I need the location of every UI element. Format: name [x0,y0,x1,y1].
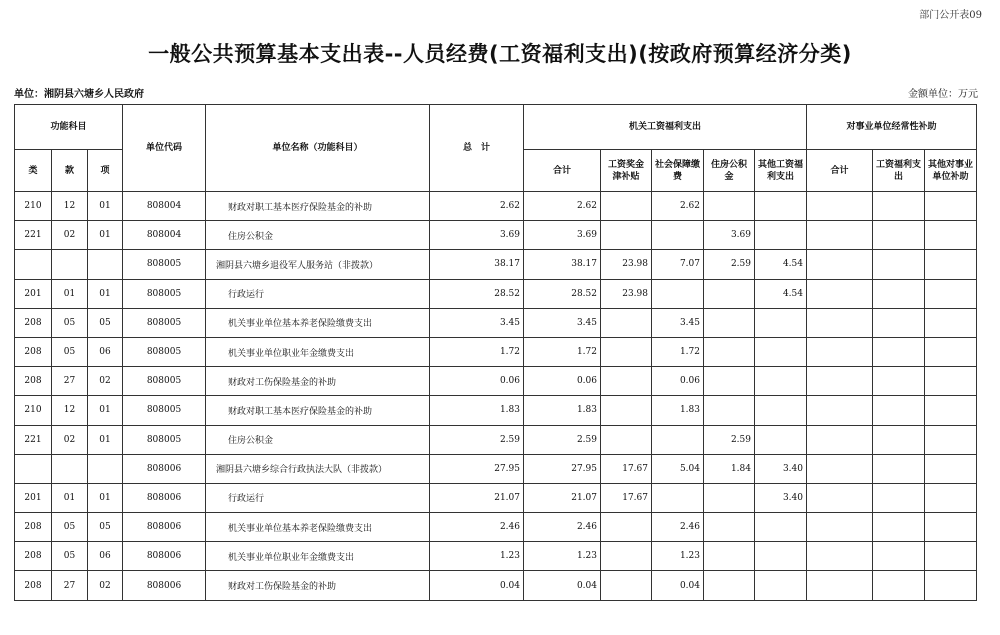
cell-org-sum: 27.95 [524,454,601,483]
cell-wage: 23.98 [601,250,652,279]
cell-biz-sum [807,337,873,366]
cell-biz-other [925,454,977,483]
cell-kuan: 01 [52,483,88,512]
cell-unit-name: 行政运行 [206,483,430,512]
cell-social: 5.04 [652,454,704,483]
cell-kuan: 02 [52,221,88,250]
cell-kuan: 05 [52,308,88,337]
table-row [15,279,977,308]
cell-wage [601,308,652,337]
cell-kuan: 01 [52,279,88,308]
cell-org-sum: 28.52 [524,279,601,308]
cell-biz-other [925,279,977,308]
cell-lei: 210 [15,192,52,221]
cell-xiang: 01 [88,221,123,250]
cell-biz-wage [873,308,925,337]
cell-biz-other [925,367,977,396]
cell-biz-other [925,483,977,512]
cell-unit-code: 808005 [123,367,206,396]
cell-unit-name: 财政对工伤保险基金的补助 [206,571,430,600]
cell-biz-other [925,425,977,454]
page-title: 一般公共预算基本支出表--人员经费(工资福利支出)(按政府预算经济分类) [148,42,852,66]
cell-housing [704,192,755,221]
table-body [15,192,977,601]
cell-housing [704,396,755,425]
table-row [15,513,977,542]
cell-unit-name: 住房公积金 [206,425,430,454]
table-row [15,221,977,250]
cell-org-sum: 1.23 [524,542,601,571]
cell-org-sum: 2.46 [524,513,601,542]
header-housing: 住房公积金 [704,150,755,192]
cell-biz-sum [807,483,873,512]
cell-wage [601,542,652,571]
cell-unit-code: 808006 [123,571,206,600]
cell-housing: 2.59 [704,425,755,454]
cell-xiang: 05 [88,513,123,542]
cell-lei: 208 [15,337,52,366]
cell-social [652,483,704,512]
header-org-group: 机关工资福利支出 [524,105,807,150]
header-unit-code: 单位代码 [123,105,206,192]
cell-housing [704,513,755,542]
cell-social: 0.04 [652,571,704,600]
cell-total: 0.04 [430,571,524,600]
header-org-sum: 合计 [524,150,601,192]
cell-lei: 221 [15,221,52,250]
cell-housing [704,308,755,337]
cell-total: 2.62 [430,192,524,221]
cell-lei: 208 [15,513,52,542]
cell-unit-code: 808006 [123,542,206,571]
cell-lei: 201 [15,279,52,308]
cell-total: 2.46 [430,513,524,542]
cell-biz-wage [873,250,925,279]
cell-biz-wage [873,279,925,308]
cell-other-wage [755,425,807,454]
header-biz-wage: 工资福利支出 [873,150,925,192]
header-total: 总 计 [430,105,524,192]
cell-biz-wage [873,454,925,483]
cell-xiang: 05 [88,308,123,337]
cell-other-wage: 3.40 [755,483,807,512]
cell-kuan: 02 [52,425,88,454]
cell-unit-name: 住房公积金 [206,221,430,250]
cell-unit-code: 808006 [123,483,206,512]
table-row [15,367,977,396]
cell-total: 3.69 [430,221,524,250]
table-row [15,483,977,512]
cell-biz-sum [807,221,873,250]
header-lei: 类 [15,150,52,192]
cell-housing: 2.59 [704,250,755,279]
cell-other-wage: 3.40 [755,454,807,483]
cell-xiang: 02 [88,367,123,396]
cell-other-wage [755,396,807,425]
cell-kuan: 12 [52,192,88,221]
header-other-wage: 其他工资福利支出 [755,150,807,192]
cell-biz-other [925,192,977,221]
header-biz-sum: 合计 [807,150,873,192]
cell-biz-wage [873,425,925,454]
cell-unit-code: 808006 [123,513,206,542]
table-row [15,454,977,483]
cell-biz-other [925,542,977,571]
cell-other-wage [755,221,807,250]
header-unit-name: 单位名称（功能科目） [206,105,430,192]
cell-xiang: 01 [88,192,123,221]
cell-housing [704,367,755,396]
cell-total: 3.45 [430,308,524,337]
cell-social: 3.45 [652,308,704,337]
cell-total: 1.83 [430,396,524,425]
cell-kuan [52,250,88,279]
cell-org-sum: 1.72 [524,337,601,366]
header-biz-other: 其他对事业单位补助 [925,150,977,192]
cell-unit-code: 808005 [123,250,206,279]
cell-biz-sum [807,367,873,396]
cell-social: 1.72 [652,337,704,366]
header-social: 社会保障缴费 [652,150,704,192]
cell-kuan [52,454,88,483]
cell-org-sum: 2.59 [524,425,601,454]
header-xiang: 项 [88,150,123,192]
cell-other-wage: 4.54 [755,279,807,308]
cell-housing: 3.69 [704,221,755,250]
cell-kuan: 05 [52,542,88,571]
table-row [15,425,977,454]
cell-social: 0.06 [652,367,704,396]
cell-other-wage [755,337,807,366]
cell-kuan: 27 [52,367,88,396]
cell-lei: 208 [15,571,52,600]
cell-biz-other [925,221,977,250]
table-row [15,192,977,221]
cell-biz-wage [873,483,925,512]
cell-xiang: 01 [88,279,123,308]
cell-other-wage [755,308,807,337]
cell-biz-wage [873,337,925,366]
cell-biz-wage [873,513,925,542]
table-row [15,571,977,600]
cell-kuan: 12 [52,396,88,425]
cell-total: 1.72 [430,337,524,366]
cell-biz-other [925,337,977,366]
cell-unit-name: 机关事业单位职业年金缴费支出 [206,542,430,571]
cell-unit-name: 财政对职工基本医疗保险基金的补助 [206,192,430,221]
cell-biz-wage [873,396,925,425]
cell-unit-name: 湘阴县六塘乡退役军人服务站（非拨款） [206,250,430,279]
cell-other-wage [755,542,807,571]
cell-biz-sum [807,308,873,337]
cell-unit-code: 808005 [123,396,206,425]
cell-org-sum: 3.45 [524,308,601,337]
cell-other-wage [755,367,807,396]
cell-other-wage [755,513,807,542]
cell-xiang: 06 [88,542,123,571]
cell-wage [601,425,652,454]
cell-org-sum: 21.07 [524,483,601,512]
cell-social: 2.62 [652,192,704,221]
cell-xiang: 01 [88,483,123,512]
cell-unit-code: 808004 [123,192,206,221]
money-unit-label: 金额单位：万元 [908,89,978,100]
cell-total: 2.59 [430,425,524,454]
cell-lei [15,250,52,279]
cell-housing [704,483,755,512]
cell-other-wage [755,192,807,221]
cell-biz-sum [807,513,873,542]
cell-xiang: 06 [88,337,123,366]
cell-wage [601,571,652,600]
cell-lei: 221 [15,425,52,454]
expenditure-table [14,104,977,601]
cell-wage [601,192,652,221]
cell-lei: 208 [15,542,52,571]
cell-biz-other [925,513,977,542]
cell-wage [601,367,652,396]
cell-housing [704,337,755,366]
cell-biz-wage [873,542,925,571]
cell-xiang [88,250,123,279]
cell-unit-code: 808006 [123,454,206,483]
cell-social: 2.46 [652,513,704,542]
cell-housing [704,542,755,571]
cell-biz-wage [873,367,925,396]
cell-biz-other [925,571,977,600]
header-kuan: 款 [52,150,88,192]
cell-biz-sum [807,571,873,600]
cell-lei: 210 [15,396,52,425]
cell-total: 1.23 [430,542,524,571]
cell-total: 21.07 [430,483,524,512]
cell-kuan: 05 [52,337,88,366]
cell-kuan: 05 [52,513,88,542]
table-row [15,337,977,366]
cell-org-sum: 0.06 [524,367,601,396]
cell-housing [704,279,755,308]
cell-unit-name: 行政运行 [206,279,430,308]
table-row [15,250,977,279]
cell-housing: 1.84 [704,454,755,483]
cell-biz-wage [873,571,925,600]
cell-lei: 208 [15,308,52,337]
cell-lei: 201 [15,483,52,512]
cell-unit-name: 财政对工伤保险基金的补助 [206,367,430,396]
cell-biz-sum [807,250,873,279]
cell-xiang: 01 [88,425,123,454]
cell-unit-code: 808005 [123,337,206,366]
cell-unit-code: 808004 [123,221,206,250]
cell-wage [601,513,652,542]
cell-xiang: 01 [88,396,123,425]
cell-total: 38.17 [430,250,524,279]
cell-wage [601,337,652,366]
cell-social [652,279,704,308]
cell-total: 27.95 [430,454,524,483]
cell-biz-sum [807,192,873,221]
cell-wage: 17.67 [601,454,652,483]
cell-social: 1.83 [652,396,704,425]
cell-social [652,425,704,454]
cell-kuan: 27 [52,571,88,600]
header-biz-group: 对事业单位经常性补助 [807,105,977,150]
cell-unit-name: 财政对职工基本医疗保险基金的补助 [206,396,430,425]
cell-wage [601,396,652,425]
cell-unit-name: 机关事业单位职业年金缴费支出 [206,337,430,366]
cell-biz-wage [873,192,925,221]
cell-xiang: 02 [88,571,123,600]
cell-unit-name: 湘阴县六塘乡综合行政执法大队（非拨款） [206,454,430,483]
cell-total: 0.06 [430,367,524,396]
cell-org-sum: 38.17 [524,250,601,279]
cell-biz-sum [807,396,873,425]
cell-unit-code: 808005 [123,279,206,308]
table-row [15,308,977,337]
cell-housing [704,571,755,600]
cell-biz-sum [807,425,873,454]
cell-lei: 208 [15,367,52,396]
cell-biz-sum [807,542,873,571]
cell-unit-name: 机关事业单位基本养老保险缴费支出 [206,308,430,337]
form-code: 部门公开表09 [919,10,982,21]
cell-xiang [88,454,123,483]
cell-biz-other [925,250,977,279]
cell-unit-code: 808005 [123,308,206,337]
cell-unit-name: 机关事业单位基本养老保险缴费支出 [206,513,430,542]
cell-social [652,221,704,250]
cell-org-sum: 3.69 [524,221,601,250]
cell-wage: 23.98 [601,279,652,308]
cell-biz-sum [807,454,873,483]
header-wage: 工资奖金津补贴 [601,150,652,192]
cell-total: 28.52 [430,279,524,308]
cell-wage [601,221,652,250]
cell-biz-other [925,396,977,425]
cell-wage: 17.67 [601,483,652,512]
cell-org-sum: 2.62 [524,192,601,221]
cell-other-wage [755,571,807,600]
cell-social: 7.07 [652,250,704,279]
cell-lei [15,454,52,483]
cell-biz-other [925,308,977,337]
cell-org-sum: 1.83 [524,396,601,425]
table-row [15,542,977,571]
cell-unit-code: 808005 [123,425,206,454]
table-row [15,396,977,425]
header-func: 功能科目 [15,105,123,150]
cell-social: 1.23 [652,542,704,571]
unit-label: 单位：湘阴县六塘乡人民政府 [14,89,144,100]
cell-biz-wage [873,221,925,250]
cell-biz-sum [807,279,873,308]
cell-other-wage: 4.54 [755,250,807,279]
cell-org-sum: 0.04 [524,571,601,600]
